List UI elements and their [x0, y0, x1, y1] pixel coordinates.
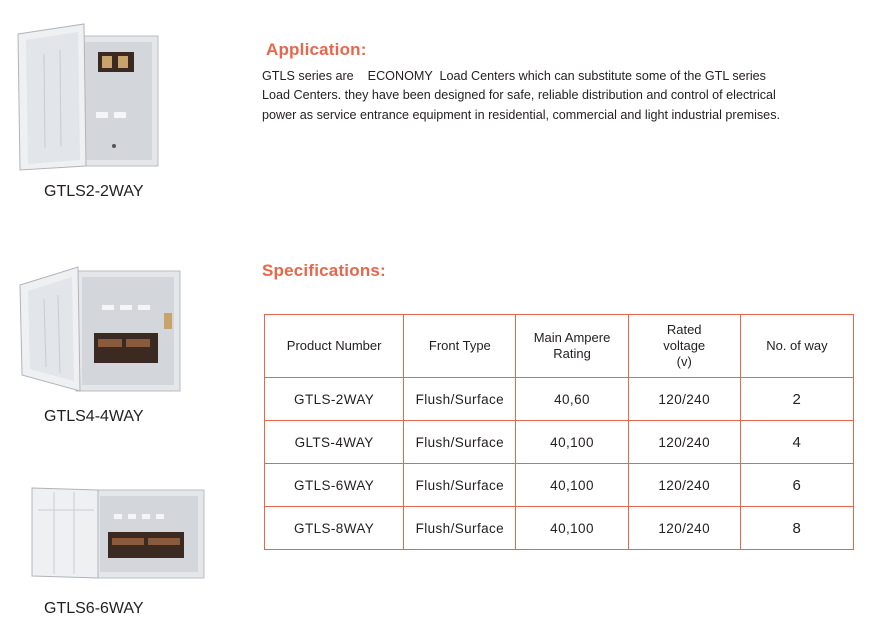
table-cell: 40,100	[516, 464, 628, 507]
table-header-row	[265, 315, 854, 378]
application-text: GTLS series are ECONOMY Load Centers which can substitute some of the GTL series Load Centers. they have been designed for safe, reliable distribution and control of electrical power as service entrance equipment in residential, commercial and light industrial premises.	[262, 69, 780, 122]
table-cell: 120/240	[628, 378, 740, 421]
header-line: voltage	[663, 338, 706, 353]
table-cell: 8	[740, 507, 853, 550]
product-caption: GTLS4-4WAY	[44, 408, 144, 425]
load-center-2-way-icon	[18, 24, 158, 170]
table-cell: GTLS-8WAY	[265, 507, 404, 550]
table-cell: 6	[740, 464, 853, 507]
load-center-4-way-icon	[20, 267, 180, 391]
table-row	[265, 464, 854, 507]
table-cell: Flush/Surface	[404, 421, 516, 464]
table-cell: 120/240	[628, 507, 740, 550]
table-cell: 40,60	[516, 378, 628, 421]
table-cell: 40,100	[516, 507, 628, 550]
column-header: Front Type	[404, 315, 516, 378]
column-header: No. of way	[740, 315, 853, 378]
header-line: Rated	[666, 322, 702, 337]
table-row	[265, 378, 854, 421]
table-cell: 4	[740, 421, 853, 464]
column-header: Product Number	[265, 315, 404, 378]
table-cell: 2	[740, 378, 853, 421]
table-cell: 40,100	[516, 421, 628, 464]
product-caption: GTLS2-2WAY	[44, 183, 144, 200]
column-header	[516, 315, 628, 378]
product-image-gtls2-2way	[14, 20, 164, 172]
header-line: (v)	[676, 354, 692, 369]
application-heading: Application:	[266, 40, 367, 59]
load-center-6-way-icon	[32, 488, 204, 578]
table-cell: 120/240	[628, 464, 740, 507]
product-caption: GTLS6-6WAY	[44, 600, 144, 617]
header-line: Rating	[553, 346, 591, 361]
table-row	[265, 421, 854, 464]
table-cell: Flush/Surface	[404, 464, 516, 507]
specifications-table	[264, 314, 854, 550]
product-image-gtls6-6way	[30, 484, 208, 582]
table-cell: GLTS-4WAY	[265, 421, 404, 464]
table-cell: Flush/Surface	[404, 378, 516, 421]
table-cell: GTLS-6WAY	[265, 464, 404, 507]
product-image-gtls4-4way	[14, 263, 184, 395]
table-cell: Flush/Surface	[404, 507, 516, 550]
table-row	[265, 507, 854, 550]
column-header	[628, 315, 740, 378]
header-line: Main Ampere	[533, 330, 611, 345]
table-cell: 120/240	[628, 421, 740, 464]
specifications-heading: Specifications:	[262, 261, 386, 280]
table-cell: GTLS-2WAY	[265, 378, 404, 421]
